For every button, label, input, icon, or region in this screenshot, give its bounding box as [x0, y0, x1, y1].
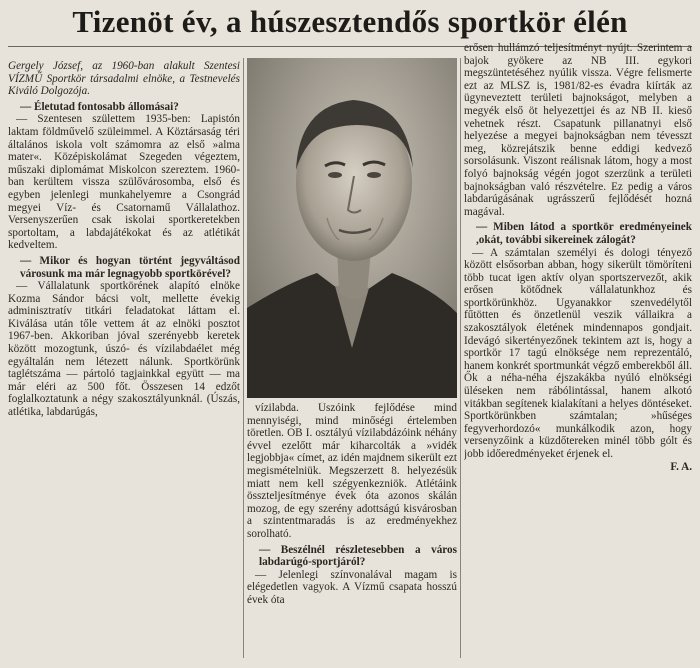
- column-middle-body: [247, 402, 457, 607]
- answer-paragraph: vízilabda. Úszóink fejlődése mind mennyiségi, mind minőségi értelemben töretlen. OB I. osztályú vízilabdázóink néhány évvel ezelőtt már kiharcolták a »vidék legjobbja« címet, az idén majdnem sikerült ezt megismételniük. Megszerzett 8. helyezésük miatt nem kell szégyenkezniök. Atlétáink összteljesítménye évek óta azonos skálán mozog, de egy szerény adottságú kisvárosban a szintentmaradás is az eredményekhez sorolható.: [247, 402, 457, 540]
- portrait-photo-image: [247, 58, 457, 398]
- answer-paragraph: — Szentesen születtem 1935-ben: Lapistón laktam földművelő szüleimmel. A Köztársaság téri általános iskola volt számomra az első »alma mater«. Középiskolámat Szegeden végeztem, műszaki diplomámat Miskolcon szereztem. 1960-ban kerültem vissza szülővárosomba, első és egyben jelenlegi munkahelyemre a Csongrád megyei Víz- és Csatornamű Vállalathoz. Versenyszerűen csak iskolai sportkeretekben sportoltam, a labdajátékokat és az atlétikát kedveltem.: [8, 113, 240, 252]
- column-middle: [247, 402, 457, 664]
- column-left-body: [8, 101, 240, 419]
- author-signature: F. A.: [670, 460, 692, 473]
- question: — Miben látod a sportkör eredményeinek ,okát, további sikereinek zálogát?: [476, 221, 692, 246]
- column-right-body: [464, 42, 692, 473]
- answer-paragraph: — Vállalatunk sportkörének alapító elnöke Kozma Sándor bácsi volt, mellette évekig adminisztratív titkári feladatokat láttam el. Kiválása után tőle vettem át az elnöki posztot 1967-ben. Akkoriban jóval szerényebb keretek között mozogtunk, úszó- és vízilabdaélet még egyáltalán nem létezett nálunk. Sportkörünk taglétszáma — pártoló tagjainkkal együtt — ma már eléri az 500 főt. Összesen 14 edzőt foglalkoztatunk a négy szakosztályunknál. (Úszás, atlétika, labdarúgás,: [8, 280, 240, 419]
- question: — Mikor és hogyan történt jegyváltásod városunk ma már legnagyobb sportkörével?: [20, 254, 240, 280]
- column-left: [8, 58, 240, 664]
- answer-paragraph: — Jelenlegi színvonalával magam is elégedetlen vagyok. A Vízmű csapata hosszú évek óta: [247, 568, 457, 606]
- question: — Életutad fontosabb állomásai?: [20, 100, 179, 113]
- question: — Beszélnél részletesebben a város labdarúgó-sportjáról?: [259, 543, 457, 569]
- column-right: [464, 42, 692, 664]
- column-divider-right: [460, 58, 461, 658]
- column-divider: [243, 58, 244, 658]
- article-headline: Tizenöt év, a húszesztendős sportkör élén: [72, 4, 628, 39]
- intro-text: Gergely József, az 1960-ban alakult Szentesi VÍZMŰ Sportkör társadalmi elnöke, a Testnevelés Kiváló Dolgozója.: [8, 60, 240, 98]
- portrait-photo: [247, 58, 457, 398]
- answer-paragraph: — A számtalan személyi és dologi tényező között elsősorban abban, hogy sikerült tömöríteni több tucat igen aktív olyan sportszervezőt, akik erősen kötődnek vállalatunkhoz és sportkörünkhöz. Ugyanakkor szenvedélytől fűtötten és önzetlenül veszik vállaikra a szakosztályok életének mindennapos gondjait. Idevágó sikertényezőnek tekintem azt is, hogy a sportkör 17 tagú elnöksége nem reprezentáló, hanem konkrét sportmunkát végző emberekből áll. Ők a néha-néha éjszakákba nyúló elnökségi üléseken nem rábólintással, hanem alkotó vitákban segítenek kialakítani a helyes döntéseket. Sportkörünkben számtalan; »hűséges fegyverhordozó« munkálkodik azon, hogy versenyzőink a küzdőtereken minél több gólt és jobb időeredményeket érjenek el.: [464, 246, 692, 460]
- answer-paragraph: erősen hullámzó teljesítményt nyújt. Szerintem a bajok gyökere az NB III. egykori megszüntetéséhez nyúlik vissza. Végre felismerte ezt az MLSZ is, 1981/82-es évadra kiírták az ügyneveztett területi bajnokságot, melyben a megyék első öt helyezettjei és az NB II. kieső vehetnek részt. Csapatunk pillanatnyi első helyezése a megyei bajnokságban nem tévesszt meg, közrejátszik benne eddigi kedvező sorsolásunk. Viszont reálisnak látom, hogy a most folyó bajnokság végén jogot szerzünk a területi bajnokságban való részvételre. Ez pedig a város labdarúgásának ugrásszerű fejlődését hozná magával.: [464, 42, 692, 218]
